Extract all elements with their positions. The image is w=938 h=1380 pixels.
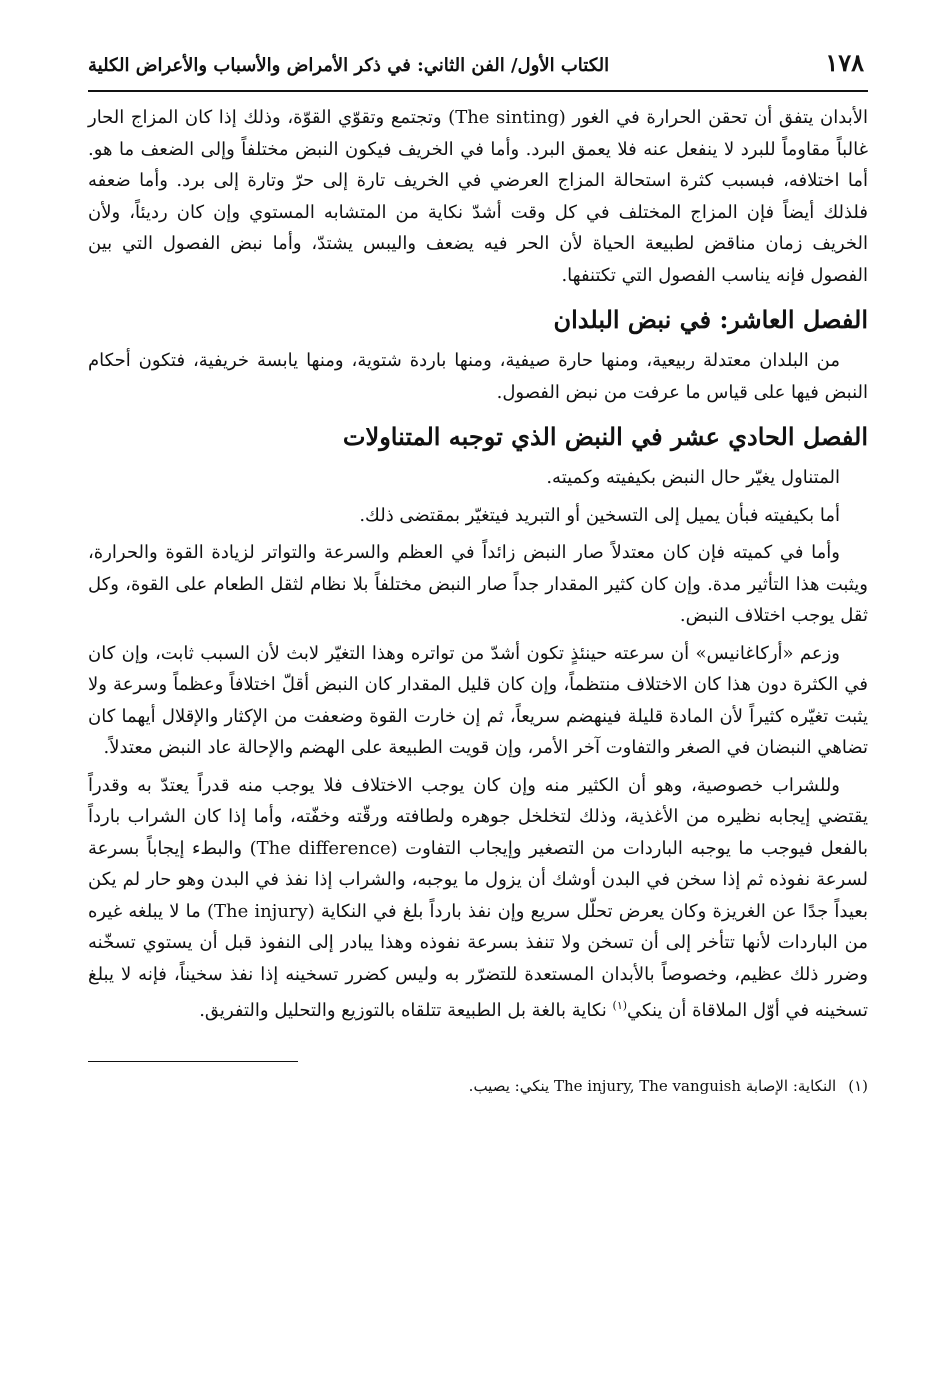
page-header xyxy=(88,48,868,88)
footnote-marker: (١) xyxy=(848,1076,868,1095)
section-11-paragraph-2: أما بكيفيته فبأن يميل إلى التسخين أو التبريد فيتغيّر بمقتضى ذلك. xyxy=(359,504,840,526)
running-title: الكتاب الأول/ الفن الثاني: في ذكر الأمراض والأسباب والأعراض الكلية xyxy=(88,55,610,76)
book-page xyxy=(88,48,868,1358)
header-rule xyxy=(88,90,868,92)
section-11-paragraph-5 xyxy=(88,770,868,1027)
paragraph-5-text: وللشراب خصوصية، وهو أن الكثير منه وإن كان يوجب الاختلاف فلا يوجب منه قدراً يعتدّ به وقدراً يقتضي إيجابه نظيره من الأغذية، وذلك لتخلخل جوهره ولطافته ورقّته وخفّته، وأما إذا كان الشراب بارداً بالفعل فيوجب ما يوجبه الباردات من التصغير وإيجاب التفاوت (The difference) والبطء إيجاباً بسرعة لسرعة نفوذه ثم إذا سخن في البدن أوشك أن يزول ما يوجبه، والشراب إذا نفذ في البدن وهو حار لم يكن بعيداً جدًا عن الغريزة وكان يعرض تحلّل سريع وإن نفذ بارداً بلغ في النكاية (The injury) ما لا يبلغه غيره من الباردات لأنها تتأخر إلى أن تسخن ولا تنفذ بسرعة نفوذه وهذا يبادر إلى النفوذ قبل أن يستوي تسخّنه وضرر ذلك عظيم، وخصوصاً بالأبدان المستعدة للتضرّر به وليس كضرر تسخينه إذا نفذ سخيناً، فإنه لا يبلغ تسخينه في أوّل الملاقاة أن ينكي xyxy=(88,774,868,1021)
section-10-heading: الفصل العاشر: في نبض البلدان xyxy=(553,305,868,334)
footnote-text: النكاية: الإصابة The injury, The vanguish ينكي: يصيب. xyxy=(468,1076,837,1095)
section-10-paragraph: من البلدان معتدلة ربيعية، ومنها حارة صيفية، ومنها باردة شتوية، ومنها يابسة خريفية، فتكون أحكام النبض فيها على قياس ما عرفت من نبض الفصول. xyxy=(88,350,868,403)
paragraph-5-text-end: نكاية بالغة بل الطبيعة تتلقاه بالتوزيع والتحليل والتفريق. xyxy=(199,1000,613,1021)
section-11-paragraph-4: وزعم «أركاغانيس» أن سرعته حينئذٍ تكون أشدّ من تواتره وهذا التغيّر لابث لأن السبب ثابت، وإن كان في الكثرة دون هذا كان الاختلاف منتظماً، وإن كان قليل المقدار كان النبض أقلّ اختلافاً وعظماً وسرعة ولا يثبت تغيّره كثيراً لأن المادة قليلة فينهضم سريعاً، ثم إن خارت القوة وضعفت من الإكثار والإقلال أيهما كان تضاهي النبضان في الصغر والتفاوت آخر الأمر، وإن قويت الطبيعة على الهضم والإحالة عاد النبض معتدلاً. xyxy=(88,642,868,758)
page-number: ١٧٨ xyxy=(825,48,864,77)
footnote xyxy=(88,1074,868,1098)
paragraph-continuation: الأبدان يتفق أن تحقن الحرارة في الغور (The sinting) وتجتمع وتقوّي القوّة، وذلك إذا كان المزاج الحار غالباً مقاوماً للبرد لا ينفعل عنه فلا يعمق البرد. وأما في الخريف فيكون النبض مختلفاً وإلى الضعف ما هو. أما اختلافه، فبسبب كثرة استحالة المزاج العرضي في الخريف تارة إلى حرّ وتارة إلى برد. وأما ضعفه فلذلك أيضاً فإن المزاج المختلف في كل وقت أشدّ نكاية من المتشابه المستوي وإن كان رديئاً، ولأن الخريف زمان مناقض لطبيعة الحياة لأن الحر فيه يضعف واليبس يشتدّ، وأما نبض الفصول التي بين الفصول فإنه يناسب الفصول التي تكتنفها. xyxy=(88,107,868,286)
footnote-rule xyxy=(88,1061,298,1062)
section-11-heading: الفصل الحادي عشر في النبض الذي توجبه المتناولات xyxy=(342,422,868,451)
section-11-paragraph-3: وأما في كميته فإن كان معتدلاً صار النبض زائداً في العظم والسرعة والتواتر لزيادة القوة والحرارة، ويثبت هذا التأثير مدة. وإن كان كثير المقدار جداً صار النبض مختلفاً بلا نظام لثقل الطعام على القوة، وكل ثقل يوجب اختلاف النبض. xyxy=(88,542,868,626)
footnote-reference[interactable]: (١) xyxy=(612,999,628,1012)
section-11-paragraph-1: المتناول يغيّر حال النبض بكيفيته وكميته. xyxy=(546,467,840,488)
